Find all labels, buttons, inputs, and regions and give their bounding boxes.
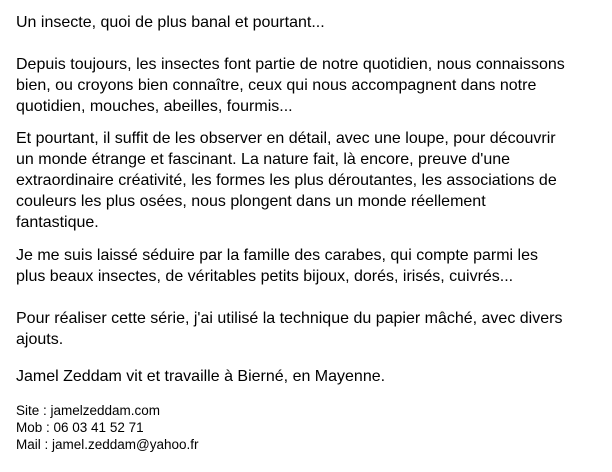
text-line: extraordinaire créativité, les formes les plus déroutantes, les associations de [16, 172, 557, 189]
paragraph-intro [16, 12, 606, 33]
paragraph-artist [16, 366, 606, 387]
text-line: Je me suis laissé séduire par la famille des carabes, qui compte parmi les [16, 247, 539, 264]
contact-block [16, 402, 199, 453]
paragraph-daily-insects [16, 54, 606, 117]
contact-mobile: Mob : 06 03 41 52 71 [16, 420, 144, 435]
text-line: quotidien, mouches, abeilles, fourmis... [16, 98, 293, 115]
paragraph-observation [16, 128, 606, 233]
text-line: couleurs les plus osées, nous plongent dans un monde réellement [16, 193, 486, 210]
text-line: bien, ou croyons bien connaître, ceux qui nous accompagnent dans notre [16, 77, 537, 94]
contact-site: Site : jamelzeddam.com [16, 403, 161, 418]
text-line: ajouts. [16, 331, 64, 348]
text-line: Depuis toujours, les insectes font partie de notre quotidien, nous connaissons [16, 56, 565, 73]
text-line: Pour réaliser cette série, j'ai utilisé la technique du papier mâché, avec divers [16, 310, 563, 327]
contact-email: Mail : jamel.zeddam@yahoo.fr [16, 437, 199, 452]
text-line: Et pourtant, il suffit de les observer en détail, avec une loupe, pour découvrir [16, 130, 556, 147]
paragraph-carabes [16, 245, 606, 287]
text-line: fantastique. [16, 214, 99, 231]
text-line: plus beaux insectes, de véritables petits bijoux, dorés, irisés, cuivrés... [16, 268, 514, 285]
text-line: un monde étrange et fascinant. La nature fait, là encore, preuve d'une [16, 151, 511, 168]
text-line: Jamel Zeddam vit et travaille à Bierné, en Mayenne. [16, 368, 386, 385]
text-line: Un insecte, quoi de plus banal et pourtant... [16, 14, 325, 31]
paragraph-technique [16, 308, 606, 350]
